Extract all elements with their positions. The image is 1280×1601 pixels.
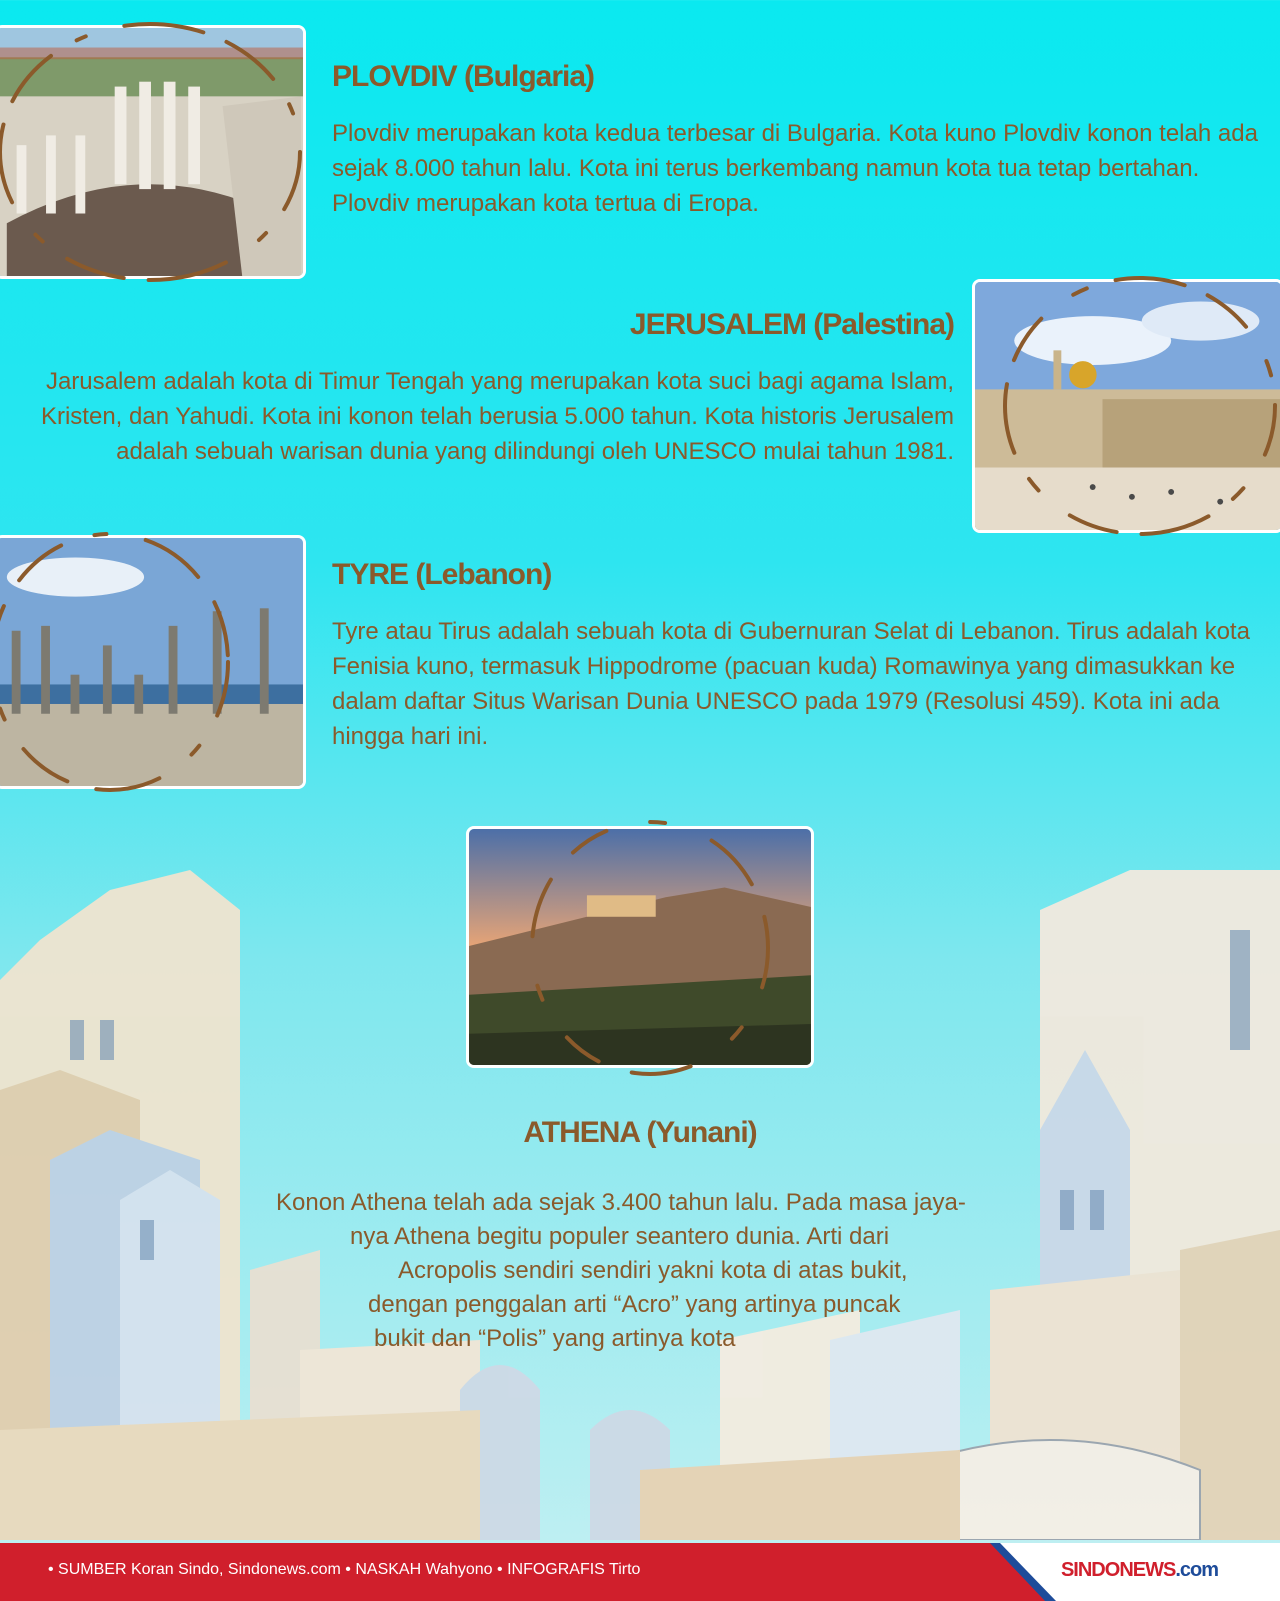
plovdiv-description: Plovdiv merupakan kota kedua terbesar di Bulgaria. Kota kuno Plovdiv konon telah ada sejak 8.000 tahun lalu. Kota ini terus berkembang namun kota tua tetap bertahan. Plovdiv merupakan kota tertua di Eropa. bbox=[332, 120, 1258, 217]
plovdiv-photo bbox=[0, 25, 306, 279]
athena-line: dengan penggalan arti “Acro” yang artinya puncak bbox=[368, 1291, 901, 1318]
logo-news: NEWS bbox=[1119, 1559, 1176, 1581]
jerusalem-description: Jarusalem adalah kota di Timur Tengah yang merupakan kota suci bagi agama Islam, Kristen, dan Yahudi. Kota ini konon telah berusia 5.000 tahun. Kota historis Jerusalem adalah sebuah warisan dunia yang dilindungi oleh UNESCO mulai tahun 1981. bbox=[40, 368, 954, 465]
athena-title: ATHENA (Yunani) bbox=[523, 1116, 757, 1149]
logo-com: .com bbox=[1175, 1559, 1218, 1581]
jerusalem-title: JERUSALEM (Palestina) bbox=[629, 308, 954, 341]
tyre-photo bbox=[0, 535, 306, 789]
logo-sindo: SINDO bbox=[1060, 1559, 1120, 1581]
tyre-title: TYRE (Lebanon) bbox=[332, 558, 552, 591]
athena-photo bbox=[466, 826, 814, 1068]
footer-bar bbox=[0, 1543, 1280, 1601]
sindonews-logo bbox=[1061, 1559, 1218, 1582]
athena-line: Konon Athena telah ada sejak 3.400 tahun lalu. Pada masa jaya- bbox=[276, 1189, 966, 1216]
athena-line: Acropolis sendiri sendiri yakni kota di atas bukit, bbox=[398, 1257, 908, 1284]
athena-line: nya Athena begitu populer seantero dunia. Arti dari bbox=[350, 1223, 890, 1250]
athena-line: bukit dan “Polis” yang artinya kota bbox=[374, 1325, 736, 1352]
plovdiv-title: PLOVDIV (Bulgaria) bbox=[332, 60, 595, 93]
tyre-description: Tyre atau Tirus adalah sebuah kota di Gubernuran Selat di Lebanon. Tirus adalah kota Fenisia kuno, termasuk Hippodrome (pacuan kuda) Romawinya yang dimasukkan ke dalam daftar Situs Warisan Dunia UNESCO pada 1979 (Resolusi 459). Kota ini ada hingga hari ini. bbox=[332, 618, 1250, 750]
footer-credits: • SUMBER Koran Sindo, Sindonews.com • NASKAH Wahyono • INFOGRAFIS Tirto bbox=[48, 1561, 641, 1578]
jerusalem-photo bbox=[972, 279, 1280, 533]
